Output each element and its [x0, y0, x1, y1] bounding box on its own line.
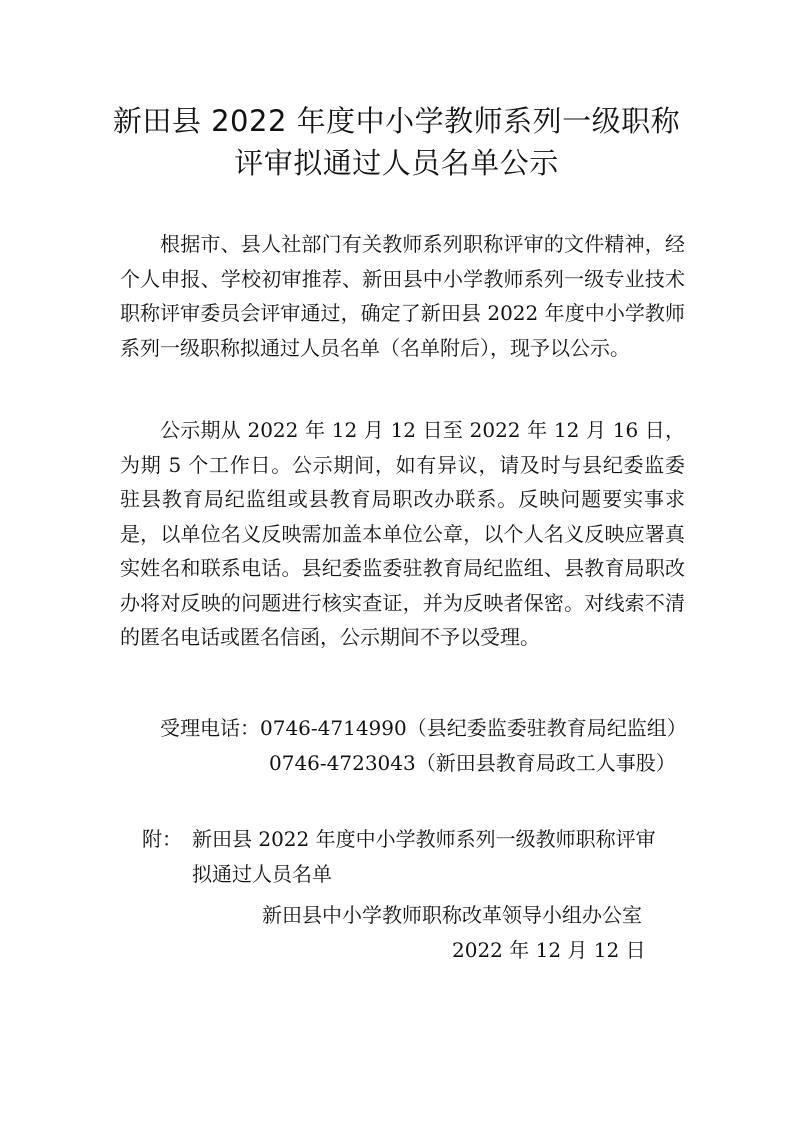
signature-date: 2022 年 12 月 12 日: [452, 938, 646, 962]
attachment-text-line-2: 拟通过人员名单: [192, 862, 332, 886]
signature-organization: 新田县中小学教师职称改革领导小组办公室: [262, 903, 642, 927]
paragraph-basis: 根据市、县人社部门有关教师系列职称评审的文件精神，经个人申报、学校初审推荐、新田县中小学教师系列一级专业技术职称评审委员会评审通过，确定了新田县 2022 年度中小学教师系列一级职称拟通过人员名单（名单附后），现予以公示。: [120, 232, 685, 360]
document-title-line-2: 评审拟通过人员名单公示: [234, 146, 559, 180]
contact-phone-line-2: 0746-4723043（新田县教育局政工人事股）: [269, 751, 676, 775]
attachment-label: 附：: [142, 827, 182, 851]
attachment-text-line-1: 新田县 2022 年度中小学教师系列一级教师职称评审: [192, 827, 656, 851]
paragraph-publicity-period: 公示期从 2022 年 12 月 12 日至 2022 年 12 月 16 日，为期 5 个工作日。公示期间，如有异议，请及时与县纪委监委驻县教育局纪监组或县教育局职改办联系。反映问题要实事求是，以单位名义反映需加盖本单位公章，以个人名义反映应署真实姓名和联系电话。县纪委监委驻教育局纪监组、县教育局职改办将对反映的问题进行核实查证，并为反映者保密。对线索不清的匿名电话或匿名信函，公示期间不予以受理。: [120, 418, 685, 649]
contact-phone-line-1: 受理电话：0746-4714990（县纪委监委驻教育局纪监组）: [160, 716, 687, 740]
document-title-line-1: 新田县 2022 年度中小学教师系列一级职称: [112, 104, 681, 138]
